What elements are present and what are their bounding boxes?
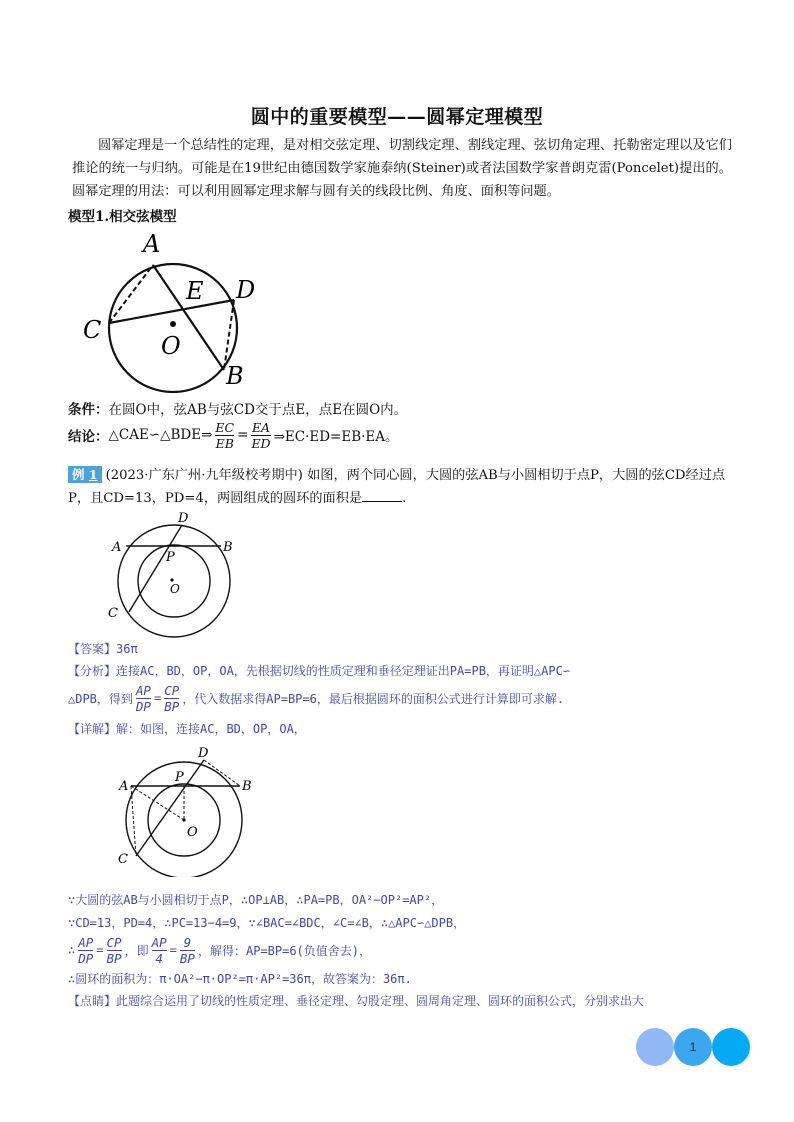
frac-num: AP — [151, 934, 167, 950]
frac-num: EA — [251, 419, 271, 435]
frac-num: AP — [135, 682, 151, 698]
segment-oa — [131, 786, 184, 820]
example-badge — [68, 466, 102, 483]
frac-num: 9 — [183, 934, 192, 950]
label-a: A — [119, 779, 129, 794]
conclusion-line — [68, 418, 399, 452]
frac-num: CP — [164, 682, 180, 698]
page-number-badge — [636, 1028, 752, 1066]
analysis-fraction-2 — [164, 684, 179, 713]
sol3-fraction-1 — [78, 936, 93, 965]
conclusion-fraction-1 — [215, 421, 234, 450]
analysis-line-2: △DPB，得到 $\frac{AP}{DP}$ = $\frac{CP}{BP}$ ，代入数据求得AP=BP=6，最后根据圆环的面积公式进行计算即可求解. — [68, 682, 565, 714]
frac-den: BP — [179, 950, 195, 966]
label-d: D — [236, 276, 256, 304]
label-a: A — [112, 540, 122, 555]
sol3-fraction-2 — [107, 936, 122, 965]
frac-den: 4 — [155, 950, 163, 966]
label-p: P — [175, 770, 184, 785]
conclusion-eq: = — [237, 427, 249, 443]
label-e: E — [186, 277, 204, 305]
frac-den: DP — [78, 950, 94, 966]
sol3-fraction-4 — [180, 936, 195, 965]
label-d: D — [198, 746, 209, 761]
segment-ca — [109, 265, 153, 323]
label-b: B — [242, 779, 252, 794]
frac-num: EC — [215, 419, 235, 435]
analysis-fraction-1 — [136, 684, 151, 713]
center-dot — [170, 321, 176, 327]
frac-den: BP — [164, 698, 180, 714]
chord-cd — [136, 760, 204, 856]
page-title: 圆中的重要模型——圆幂定理模型 — [250, 106, 544, 128]
condition-text: 在圆O中，弦AB与弦CD交于点E，点E在圆O内。 — [108, 402, 408, 418]
sol3-pre: ∴ — [68, 943, 76, 957]
analysis-pre: △DPB，得到 — [68, 691, 133, 706]
label-b: B — [223, 540, 233, 555]
frac-den: ED — [251, 435, 271, 451]
chord-cd — [129, 525, 182, 612]
example-text: (2023·广东广州·九年级校考期中) 如图，两个同心圆，大圆的弦AB与小圆相切于点P，大圆的弦CD经过点P，且CD=13，PD=4，两圆组成的圆环的面积是 — [68, 468, 726, 506]
answer-blank[interactable] — [362, 489, 402, 502]
analysis-line-1: 【分析】连接AC，BD，OP，OA，先根据切线的性质定理和垂径定理证出PA=PB，再证明△APC∽ — [68, 664, 571, 678]
comment-line: 【点睛】此题综合运用了切线的性质定理、垂径定理、勾股定理、圆周角定理、圆环的面积公式，分别求出大 — [68, 994, 645, 1008]
frac-den: DP — [135, 698, 151, 714]
outer-circle — [118, 525, 230, 637]
badge-word: 例 — [72, 467, 85, 482]
condition-label: 条件： — [68, 402, 109, 418]
frac-den: EB — [215, 435, 234, 451]
label-d: D — [178, 511, 189, 526]
figure-intersecting-chords — [80, 228, 270, 393]
center-dot — [182, 818, 185, 821]
solution-line-2: ∵CD=13，PD=4，∴PC=13−4=9，∵∠BAC=∠BDC，∠C=∠B，∴△APC∽△DPB， — [68, 916, 466, 930]
label-p: P — [166, 550, 175, 565]
badge-num: 1 — [88, 467, 98, 482]
chord-cd — [109, 300, 234, 323]
example-1-question — [68, 464, 732, 510]
analysis-post: ，代入数据求得AP=BP=6，最后根据圆环的面积公式进行计算即可求解. — [182, 691, 565, 706]
conclusion-post: ⇒EC·ED=EB·EA。 — [273, 429, 399, 445]
solution-line-1: ∵大圆的弦AB与小圆相切于点P，∴OP⊥AB，∴PA=PB，OA²−OP²=AP²， — [68, 893, 444, 907]
label-c: C — [83, 316, 102, 344]
pager-circle-right — [712, 1028, 750, 1066]
pager-circle-left — [636, 1028, 674, 1066]
condition-line — [68, 398, 407, 418]
detail-line: 【详解】解：如图，连接AC，BD，OP，OA， — [68, 722, 306, 736]
label-a: A — [143, 230, 161, 258]
sol3-post: ，解得：AP=BP=6(负值舍去)， — [197, 943, 371, 958]
pager-circle-mid — [674, 1028, 712, 1066]
label-b: B — [226, 362, 244, 390]
conclusion-fraction-2 — [251, 421, 270, 450]
page-number: 1 — [689, 1040, 697, 1054]
frac-den: BP — [106, 950, 122, 966]
frac-num: CP — [106, 934, 122, 950]
sol3-fraction-3 — [152, 936, 167, 965]
solution-line-3: ∴ $\frac{AP}{DP}$ = $\frac{CP}{BP}$ ，即 $\frac{AP}{4}$ = $\frac{9}{BP}$ ，解得：AP=BP=6(负值舍去)， — [68, 934, 371, 966]
conclusion-label: 结论： — [68, 429, 109, 445]
frac-num: AP — [78, 934, 94, 950]
conclusion-pre: △CAE∽△BDE⇒ — [108, 427, 213, 443]
circle-o — [109, 264, 237, 392]
label-o: O — [170, 582, 180, 596]
solution-line-4: ∴圆环的面积为：π·OA²−π·OP²=π·AP²=36π，故答案为：36π. — [68, 972, 412, 986]
segment-db — [204, 760, 240, 786]
example-text-end: . — [402, 491, 407, 506]
figure-concentric-circles — [104, 508, 254, 638]
figure-solution-diagram — [114, 742, 274, 877]
label-o: O — [161, 332, 181, 360]
sol3-mid: ，即 — [124, 943, 149, 958]
label-c: C — [118, 852, 128, 867]
label-c: C — [108, 606, 118, 621]
answer-line: 【答案】36π — [68, 642, 138, 656]
model1-heading: 模型1.相交弦模型 — [68, 209, 177, 225]
intro-paragraph: 圆幂定理是一个总结性的定理，是对相交弦定理、切割线定理、割线定理、弦切角定理、托勒密定理以及它们推论的统一与归纳。可能是在19世纪由德国数学家施泰纳(Steiner)或者法国数学家普朗克雷(Poncelet)提出的。圆幂定理的用法：可以利用圆幂定理求解与圆有关的线段比例、角度、面积等问题。 — [72, 138, 732, 199]
label-o: O — [187, 825, 198, 840]
